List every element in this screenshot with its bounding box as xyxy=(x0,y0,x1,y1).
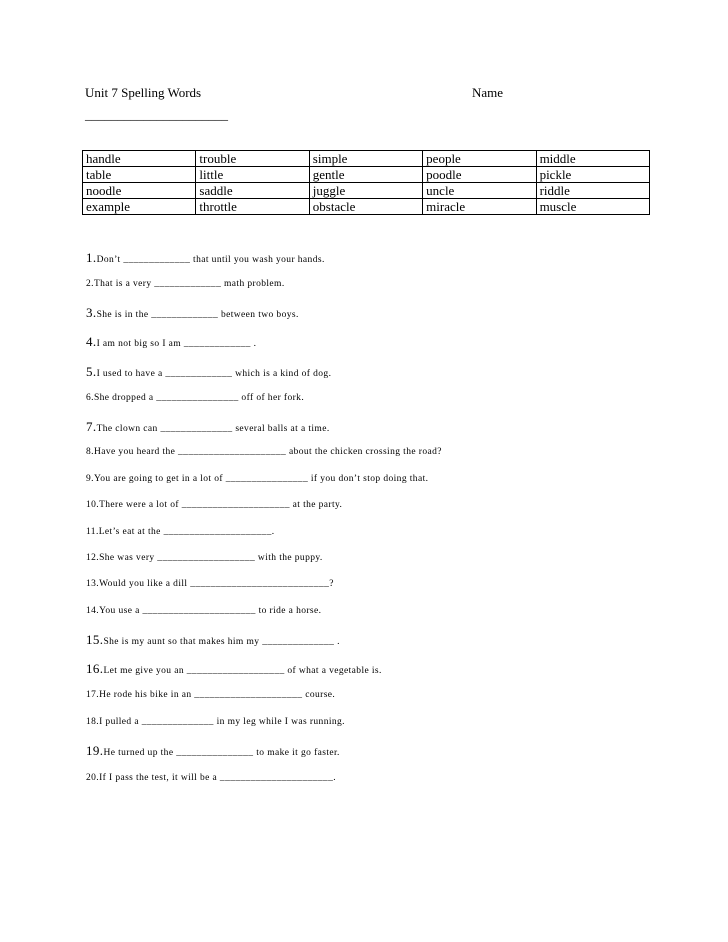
question-20: 20.If I pass the test, it will be a ______________________. xyxy=(86,773,336,783)
word-cell: simple xyxy=(309,151,422,167)
name-label: Name xyxy=(472,85,504,100)
question-6: 6.She dropped a ________________ off of her fork. xyxy=(86,393,305,403)
question-14: 14.You use a ______________________ to ride a horse. xyxy=(86,606,322,616)
word-cell: table xyxy=(83,167,196,183)
word-cell: noodle xyxy=(83,183,196,199)
name-blank: ______________________ xyxy=(85,107,228,122)
word-cell: handle xyxy=(83,151,196,167)
table-row xyxy=(83,183,650,199)
word-cell: pickle xyxy=(536,167,649,183)
word-cell: little xyxy=(196,167,309,183)
question-3: 3.She is in the _____________ between two boys. xyxy=(86,305,299,320)
question-7: 7.The clown can ______________ several balls at a time. xyxy=(86,419,330,434)
table-row xyxy=(83,151,650,167)
question-2: 2.That is a very _____________ math problem. xyxy=(86,279,285,289)
word-cell: poodle xyxy=(423,167,536,183)
word-cell: miracle xyxy=(423,199,536,215)
question-19: 19.He turned up the _______________ to make it go faster. xyxy=(86,743,340,758)
word-cell: saddle xyxy=(196,183,309,199)
question-15: 15.She is my aunt so that makes him my ______________ . xyxy=(86,632,340,647)
question-11: 11.Let’s eat at the _____________________. xyxy=(86,527,275,537)
word-cell: middle xyxy=(536,151,649,167)
word-cell: throttle xyxy=(196,199,309,215)
question-17: 17.He rode his bike in an _____________________ course. xyxy=(86,690,336,700)
question-13: 13.Would you like a dill ___________________________? xyxy=(86,579,334,589)
word-cell: trouble xyxy=(196,151,309,167)
question-1: 1.Don’t _____________ that until you wash your hands. xyxy=(86,250,325,265)
word-cell: obstacle xyxy=(309,199,422,215)
spelling-word-table xyxy=(82,150,650,215)
word-cell: juggle xyxy=(309,183,422,199)
question-10: 10.There were a lot of _____________________ at the party. xyxy=(86,500,343,510)
word-cell: gentle xyxy=(309,167,422,183)
table-row xyxy=(83,167,650,183)
word-cell: uncle xyxy=(423,183,536,199)
word-cell: muscle xyxy=(536,199,649,215)
word-cell: people xyxy=(423,151,536,167)
word-cell: riddle xyxy=(536,183,649,199)
worksheet-title: Unit 7 Spelling Words xyxy=(85,85,202,100)
question-8: 8.Have you heard the _____________________ about the chicken crossing the road? xyxy=(86,447,442,457)
question-12: 12.She was very ___________________ with the puppy. xyxy=(86,553,323,563)
word-cell: example xyxy=(83,199,196,215)
question-4: 4.I am not big so I am _____________ . xyxy=(86,334,257,349)
table-row xyxy=(83,199,650,215)
question-16: 16.Let me give you an ___________________ of what a vegetable is. xyxy=(86,661,382,676)
question-5: 5.I used to have a _____________ which is a kind of dog. xyxy=(86,364,332,379)
question-9: 9.You are going to get in a lot of ________________ if you don’t stop doing that. xyxy=(86,474,429,484)
question-18: 18.I pulled a ______________ in my leg while I was running. xyxy=(86,717,345,727)
